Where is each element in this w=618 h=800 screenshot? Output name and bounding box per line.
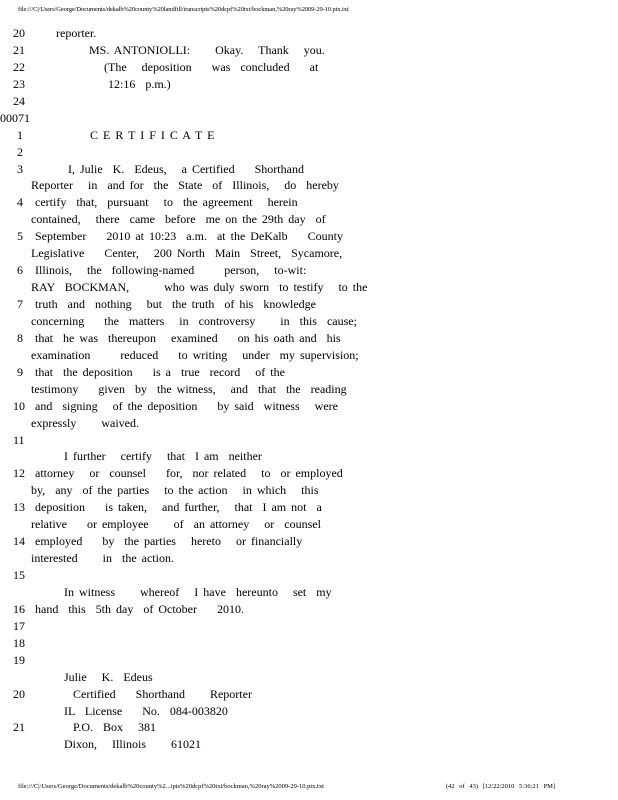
transcript-line — [0, 347, 600, 364]
transcript-line — [0, 110, 600, 127]
transcript-line — [0, 618, 600, 635]
transcript-line — [0, 719, 600, 736]
signatory-title: Certified Shorthand Reporter — [73, 686, 252, 701]
transcript-line — [0, 313, 600, 330]
page-footer-page-info: (42 of 43) [12/22/2010 5:36:21 PM] — [446, 783, 556, 790]
transcript-line — [0, 228, 600, 245]
line-number: 7 — [17, 297, 23, 311]
transcript-line — [0, 448, 600, 465]
transcript-line — [0, 245, 600, 262]
line-text: September 2010 at 10:23 a.m. at the DeKalb County — [35, 229, 343, 244]
line-text: hand this 5th day of October 2010. — [35, 601, 244, 616]
line-text: by, any of the parties to the action in which this — [31, 483, 319, 498]
line-text: In witness whereof I have hereunto set my — [64, 584, 332, 599]
line-text: that he was thereupon examined on his oath and his — [35, 330, 341, 345]
line-number: 21 — [13, 720, 25, 735]
transcript-line — [0, 76, 600, 93]
line-number: 8 — [17, 330, 23, 345]
line-text: 12:16 p.m.) — [108, 76, 171, 91]
line-number: 12 — [13, 466, 25, 481]
transcript-line — [0, 194, 600, 211]
certificate-heading: C E R T I F I C A T E — [90, 127, 215, 142]
line-number: 19 — [13, 652, 25, 667]
line-number: 20 — [13, 26, 25, 40]
line-text: RAY BOCKMAN, who was duly sworn to testify to the — [31, 280, 368, 295]
transcript-line — [0, 635, 600, 652]
transcript-line — [0, 93, 600, 110]
line-text: I further certify that I am neither — [64, 449, 262, 464]
transcript-line — [0, 736, 600, 753]
transcript-line — [0, 262, 600, 279]
line-number: 23 — [13, 76, 25, 91]
line-text: Illinois, the following-named person, to-wit: — [35, 263, 307, 278]
signatory-name: Julie K. Edeus — [64, 669, 153, 684]
transcript-line — [0, 482, 600, 499]
line-number: 5 — [17, 229, 23, 244]
transcript-line — [0, 279, 600, 296]
transcript-line — [0, 601, 600, 618]
line-text: attorney or counsel for, nor related to or employed — [35, 466, 343, 481]
line-number: 2 — [17, 144, 23, 159]
line-text: interested in the action. — [31, 551, 174, 566]
transcript-line — [0, 703, 600, 720]
transcript-line — [0, 59, 600, 76]
line-number: 3 — [17, 161, 23, 176]
line-text: truth and nothing but the truth of his knowledge — [35, 297, 316, 311]
transcript-line — [0, 144, 600, 161]
line-text: contained, there came before me on the 29th day of — [31, 212, 326, 227]
line-text: examination reduced to writing under my supervision; — [31, 347, 359, 362]
line-text: employed by the parties hereto or financially — [35, 534, 303, 549]
line-text: and signing of the deposition by said witness were — [35, 398, 338, 413]
transcript-line — [0, 381, 600, 398]
line-number: 22 — [13, 59, 25, 74]
line-text: MS. ANTONIOLLI: Okay. Thank you. — [89, 42, 325, 57]
line-number: 1 — [17, 127, 23, 142]
line-text: relative or employee of an attorney or counsel — [31, 517, 321, 532]
line-text: deposition is taken, and further, that I am not a — [35, 500, 322, 515]
line-number: 6 — [17, 263, 23, 278]
line-text: (The deposition was concluded at — [104, 59, 319, 74]
transcript-line — [0, 127, 600, 144]
transcript-line — [0, 42, 600, 59]
transcript-line — [0, 432, 600, 449]
transcript-line — [0, 669, 600, 686]
line-number: 17 — [13, 618, 25, 633]
transcript-line — [0, 686, 600, 703]
line-number: 15 — [13, 568, 25, 582]
transcript-line — [0, 211, 600, 228]
signatory-license: IL License No. 084-003820 — [64, 703, 228, 718]
line-number: 13 — [13, 500, 25, 515]
transcript-line — [0, 584, 600, 601]
transcript-line — [0, 516, 600, 533]
signatory-address: P.O. Box 381 — [73, 720, 157, 735]
line-text: Reporter in and for the State of Illinois, do hereby — [31, 178, 339, 193]
line-text: Legislative Center, 200 North Main Street, Sycamore, — [31, 246, 343, 261]
page-header-file-path: file:///C|/Users/George/Documents/dekalb%20county%20landfill/transcripts%20dcpf%20txt/bockman,%20ray%2009-29-10.ptx.txt — [18, 6, 349, 13]
transcript-line — [0, 330, 600, 347]
line-number: 16 — [13, 601, 25, 616]
line-text: reporter. — [56, 26, 97, 40]
transcript-line — [0, 465, 600, 482]
page-footer-file-path: file:///C|/Users/George/Documents/dekalb%20county%2...ipts%20dcpf%20txt/bockman,%20ray%2009-29-10.ptx.txt — [18, 783, 324, 790]
line-number: 11 — [13, 432, 25, 447]
line-number: 24 — [13, 93, 25, 108]
transcript-line — [0, 652, 600, 669]
line-number: 21 — [13, 42, 25, 57]
line-number: 9 — [17, 364, 23, 379]
line-number: 20 — [13, 686, 25, 701]
signatory-city: Dixon, Illinois 61021 — [64, 737, 202, 752]
line-text: certify that, pursuant to the agreement herein — [35, 195, 298, 210]
transcript-line — [0, 25, 600, 42]
transcript-line — [0, 533, 600, 550]
transcript-line — [0, 364, 600, 381]
transcript-line — [0, 415, 600, 432]
page-number-marker: 00071 — [0, 110, 30, 125]
line-number: 18 — [13, 635, 25, 650]
transcript-line — [0, 161, 600, 178]
line-number: 14 — [13, 534, 25, 549]
line-number: 4 — [17, 195, 23, 210]
line-text: testimony given by the witness, and that the reading — [31, 381, 347, 396]
transcript-line — [0, 398, 600, 415]
transcript-line — [0, 177, 600, 194]
line-text: concerning the matters in controversy in this cause; — [31, 313, 357, 328]
transcript-line — [0, 567, 600, 584]
transcript-line — [0, 296, 600, 313]
line-text: expressly waived. — [31, 415, 139, 430]
transcript-line — [0, 499, 600, 516]
line-number: 10 — [13, 398, 25, 413]
line-text: I, Julie K. Edeus, a Certified Shorthand — [68, 161, 304, 176]
transcript-body — [0, 25, 600, 753]
line-text: that the deposition is a true record of the — [35, 364, 285, 379]
transcript-line — [0, 550, 600, 567]
